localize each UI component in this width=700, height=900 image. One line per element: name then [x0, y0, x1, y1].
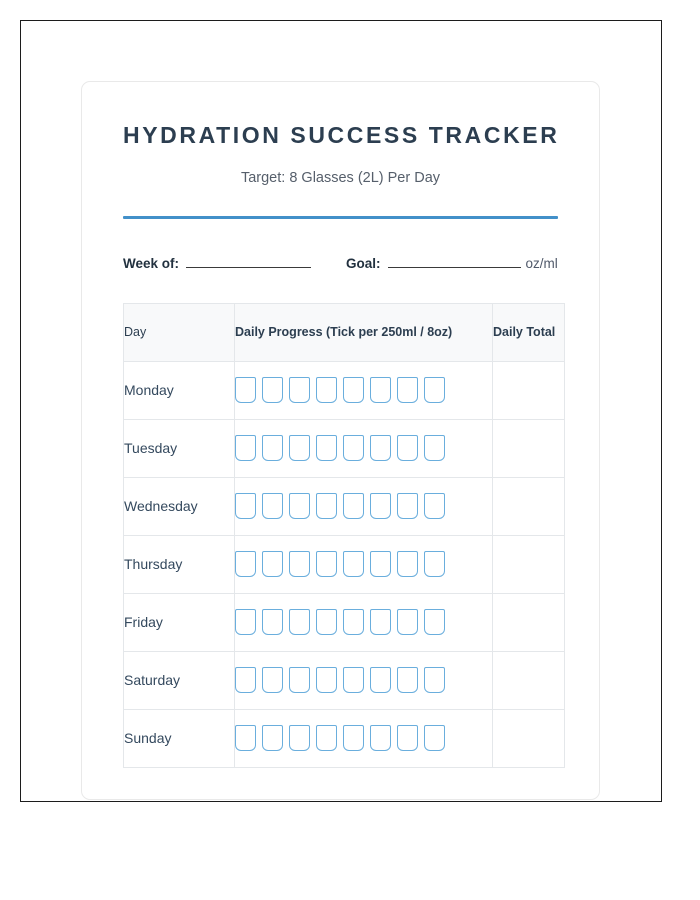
daily-progress-cell: [235, 419, 493, 477]
daily-total-cell[interactable]: [493, 709, 565, 767]
glass-checkbox-icon[interactable]: [343, 377, 364, 403]
glass-checkbox-icon[interactable]: [289, 667, 310, 693]
glass-checkbox-icon[interactable]: [370, 493, 391, 519]
column-header-day: Day: [124, 303, 235, 361]
glass-checkbox-icon[interactable]: [289, 725, 310, 751]
glass-checkbox-icon[interactable]: [370, 551, 391, 577]
glass-checkbox-icon[interactable]: [289, 493, 310, 519]
glass-checkbox-icon[interactable]: [343, 609, 364, 635]
glass-checkbox-icon[interactable]: [424, 493, 445, 519]
table-row: [124, 477, 565, 535]
hydration-table: [123, 303, 565, 768]
glass-checkbox-icon[interactable]: [289, 551, 310, 577]
daily-total-cell[interactable]: [493, 535, 565, 593]
day-label-cell: Sunday: [124, 709, 235, 767]
goal-label: Goal:: [346, 255, 381, 271]
glass-checkbox-icon[interactable]: [262, 725, 283, 751]
glass-checkbox-icon[interactable]: [316, 377, 337, 403]
table-row: [124, 419, 565, 477]
goal-input[interactable]: [388, 254, 521, 268]
daily-progress-cell: [235, 651, 493, 709]
glass-checkbox-icon[interactable]: [343, 667, 364, 693]
day-label-cell: Thursday: [124, 535, 235, 593]
glass-checkbox-group: [235, 667, 492, 693]
table-header: [124, 303, 565, 361]
glass-checkbox-icon[interactable]: [289, 609, 310, 635]
daily-progress-cell: [235, 709, 493, 767]
daily-progress-cell: [235, 593, 493, 651]
glass-checkbox-icon[interactable]: [262, 667, 283, 693]
glass-checkbox-icon[interactable]: [397, 667, 418, 693]
glass-checkbox-icon[interactable]: [262, 493, 283, 519]
goal-field: [346, 254, 558, 271]
glass-checkbox-group: [235, 725, 492, 751]
page-title: HYDRATION SUCCESS TRACKER: [123, 122, 560, 148]
table-row: [124, 535, 565, 593]
glass-checkbox-group: [235, 493, 492, 519]
daily-progress-cell: [235, 535, 493, 593]
glass-checkbox-icon[interactable]: [397, 551, 418, 577]
glass-checkbox-icon[interactable]: [397, 609, 418, 635]
week-of-field: [123, 254, 311, 271]
glass-checkbox-icon[interactable]: [262, 435, 283, 461]
glass-checkbox-icon[interactable]: [343, 435, 364, 461]
glass-checkbox-icon[interactable]: [235, 551, 256, 577]
day-label-cell: Tuesday: [124, 419, 235, 477]
glass-checkbox-icon[interactable]: [316, 551, 337, 577]
column-header-daily-total: Daily Total: [493, 303, 565, 361]
table-row: [124, 651, 565, 709]
day-label-cell: Wednesday: [124, 477, 235, 535]
accent-divider: [123, 216, 558, 219]
table-body: [124, 361, 565, 767]
glass-checkbox-icon[interactable]: [343, 551, 364, 577]
glass-checkbox-icon[interactable]: [235, 725, 256, 751]
glass-checkbox-icon[interactable]: [370, 377, 391, 403]
glass-checkbox-icon[interactable]: [370, 435, 391, 461]
glass-checkbox-icon[interactable]: [316, 667, 337, 693]
meta-row: [123, 254, 558, 271]
table-header-row: [124, 303, 565, 361]
table-row: [124, 361, 565, 419]
glass-checkbox-group: [235, 435, 492, 461]
daily-progress-cell: [235, 361, 493, 419]
glass-checkbox-group: [235, 609, 492, 635]
glass-checkbox-icon[interactable]: [424, 377, 445, 403]
glass-checkbox-icon[interactable]: [235, 377, 256, 403]
table-row: [124, 709, 565, 767]
glass-checkbox-icon[interactable]: [316, 725, 337, 751]
glass-checkbox-icon[interactable]: [370, 667, 391, 693]
daily-total-cell[interactable]: [493, 651, 565, 709]
glass-checkbox-icon[interactable]: [235, 609, 256, 635]
table-row: [124, 593, 565, 651]
glass-checkbox-icon[interactable]: [370, 609, 391, 635]
glass-checkbox-icon[interactable]: [235, 493, 256, 519]
glass-checkbox-icon[interactable]: [343, 493, 364, 519]
glass-checkbox-icon[interactable]: [262, 609, 283, 635]
glass-checkbox-icon[interactable]: [370, 725, 391, 751]
glass-checkbox-icon[interactable]: [289, 435, 310, 461]
daily-progress-cell: [235, 477, 493, 535]
glass-checkbox-icon[interactable]: [316, 609, 337, 635]
day-label-cell: Saturday: [124, 651, 235, 709]
glass-checkbox-icon[interactable]: [397, 725, 418, 751]
daily-total-cell[interactable]: [493, 593, 565, 651]
tracker-sheet: [81, 81, 600, 800]
column-header-daily-progress: Daily Progress (Tick per 250ml / 8oz): [235, 303, 493, 361]
glass-checkbox-icon[interactable]: [424, 551, 445, 577]
day-label-cell: Friday: [124, 593, 235, 651]
glass-checkbox-icon[interactable]: [397, 377, 418, 403]
goal-unit-label: oz/ml: [525, 255, 558, 271]
page-subtitle: Target: 8 Glasses (2L) Per Day: [240, 170, 441, 187]
sheet-content: [82, 82, 599, 768]
glass-checkbox-icon[interactable]: [262, 551, 283, 577]
glass-checkbox-group: [235, 377, 492, 403]
glass-checkbox-icon[interactable]: [289, 377, 310, 403]
glass-checkbox-icon[interactable]: [235, 667, 256, 693]
glass-checkbox-group: [235, 551, 492, 577]
daily-total-cell[interactable]: [493, 419, 565, 477]
glass-checkbox-icon[interactable]: [397, 493, 418, 519]
glass-checkbox-icon[interactable]: [424, 609, 445, 635]
glass-checkbox-icon[interactable]: [343, 725, 364, 751]
glass-checkbox-icon[interactable]: [424, 435, 445, 461]
glass-checkbox-icon[interactable]: [424, 667, 445, 693]
glass-checkbox-icon[interactable]: [262, 377, 283, 403]
daily-total-cell[interactable]: [493, 477, 565, 535]
glass-checkbox-icon[interactable]: [424, 725, 445, 751]
week-of-label: Week of:: [123, 255, 180, 271]
daily-total-cell[interactable]: [493, 361, 565, 419]
day-label-cell: Monday: [124, 361, 235, 419]
glass-checkbox-icon[interactable]: [316, 493, 337, 519]
glass-checkbox-icon[interactable]: [316, 435, 337, 461]
glass-checkbox-icon[interactable]: [397, 435, 418, 461]
glass-checkbox-icon[interactable]: [235, 435, 256, 461]
week-of-input[interactable]: [186, 254, 311, 268]
